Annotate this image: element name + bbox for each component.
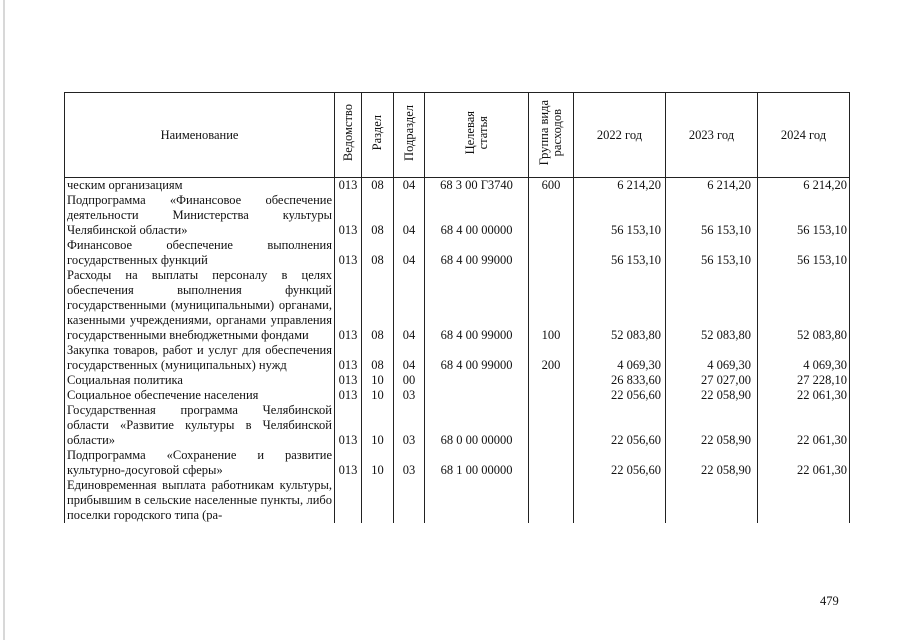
cell-expense-group — [529, 388, 574, 403]
cell-name: Закупка товаров, работ и услуг для обеспечения государственных (муниципальных) нужд — [65, 343, 335, 373]
cell-amount-2022: 6 214,20 — [574, 178, 666, 194]
cell-subsection — [394, 478, 425, 523]
header-target-item-text — [464, 111, 490, 154]
cell-name: Социальное обеспечение населения — [65, 388, 335, 403]
cell-department: 013 — [335, 343, 362, 373]
cell-expense-group — [529, 448, 574, 478]
cell-target-item: 68 1 00 00000 — [425, 448, 529, 478]
cell-subsection: 04 — [394, 238, 425, 268]
table-row — [65, 448, 850, 478]
header-target-item-line1: Целевая — [462, 111, 477, 155]
cell-amount-2024: 4 069,30 — [758, 343, 850, 373]
header-target-item — [425, 93, 529, 178]
cell-amount-2023: 27 027,00 — [666, 373, 758, 388]
header-name-text: Наименование — [160, 127, 239, 142]
cell-target-item: 68 4 00 00000 — [425, 193, 529, 238]
cell-name: Подпрограмма «Финансовое обеспечение деятельности Министерства культуры Челябинской области» — [65, 193, 335, 238]
cell-amount-2024: 27 228,10 — [758, 373, 850, 388]
header-department-text: Ведомство — [340, 104, 355, 162]
header-year-2023 — [666, 93, 758, 178]
cell-section: 10 — [362, 403, 394, 448]
cell-amount-2023: 22 058,90 — [666, 448, 758, 478]
cell-amount-2023: 22 058,90 — [666, 403, 758, 448]
cell-amount-2023: 22 058,90 — [666, 388, 758, 403]
header-year-2022-text: 2022 год — [596, 127, 643, 142]
header-expense-group — [529, 93, 574, 178]
cell-target-item — [425, 478, 529, 523]
cell-department: 013 — [335, 373, 362, 388]
page-number: 479 — [820, 594, 839, 608]
cell-department: 013 — [335, 238, 362, 268]
cell-expense-group — [529, 373, 574, 388]
table-row — [65, 238, 850, 268]
header-year-2022 — [574, 93, 666, 178]
header-year-2024-text: 2024 год — [780, 127, 827, 142]
header-expense-group-line1: Группа вида — [537, 100, 551, 166]
cell-target-item: 68 4 00 99000 — [425, 343, 529, 373]
cell-amount-2022: 26 833,60 — [574, 373, 666, 388]
header-target-item-line2: статья — [475, 116, 490, 150]
cell-name: Государственная программа Челябинской области «Развитие культуры в Челябинской области» — [65, 403, 335, 448]
table-row — [65, 373, 850, 388]
cell-section: 10 — [362, 373, 394, 388]
cell-name: Социальная политика — [65, 373, 335, 388]
cell-amount-2023 — [666, 478, 758, 523]
cell-name: Расходы на выплаты персоналу в целях обеспечения выполнения функций государственными (муниципальными) органами, казенными учреждениями, органами управления государственными внебюджетными фондами — [65, 268, 335, 343]
cell-section: 10 — [362, 448, 394, 478]
cell-subsection: 04 — [394, 178, 425, 194]
cell-department — [335, 478, 362, 523]
cell-subsection: 03 — [394, 403, 425, 448]
budget-table — [64, 92, 850, 523]
cell-amount-2023: 52 083,80 — [666, 268, 758, 343]
cell-expense-group — [529, 193, 574, 238]
header-subsection-text: Подраздел — [401, 105, 416, 161]
cell-subsection: 04 — [394, 193, 425, 238]
table-row — [65, 478, 850, 523]
cell-amount-2024: 52 083,80 — [758, 268, 850, 343]
cell-name: ческим организациям — [65, 178, 335, 194]
cell-amount-2024: 6 214,20 — [758, 178, 850, 194]
cell-target-item: 68 4 00 99000 — [425, 268, 529, 343]
cell-amount-2024: 22 061,30 — [758, 388, 850, 403]
cell-name: Финансовое обеспечение выполнения государственных функций — [65, 238, 335, 268]
cell-department: 013 — [335, 268, 362, 343]
header-expense-group-text — [538, 100, 564, 165]
cell-amount-2023: 6 214,20 — [666, 178, 758, 194]
cell-amount-2024: 22 061,30 — [758, 448, 850, 478]
cell-amount-2023: 56 153,10 — [666, 193, 758, 238]
cell-subsection: 03 — [394, 388, 425, 403]
cell-amount-2023: 56 153,10 — [666, 238, 758, 268]
cell-section: 08 — [362, 193, 394, 238]
cell-section: 08 — [362, 178, 394, 194]
cell-amount-2024: 56 153,10 — [758, 193, 850, 238]
cell-subsection: 00 — [394, 373, 425, 388]
header-department — [335, 93, 362, 178]
header-name — [65, 93, 335, 178]
cell-department: 013 — [335, 388, 362, 403]
header-year-2024 — [758, 93, 850, 178]
table-row — [65, 343, 850, 373]
cell-amount-2022: 22 056,60 — [574, 403, 666, 448]
cell-expense-group: 600 — [529, 178, 574, 194]
header-section — [362, 93, 394, 178]
table-row — [65, 268, 850, 343]
cell-section: 08 — [362, 238, 394, 268]
cell-target-item — [425, 373, 529, 388]
cell-department: 013 — [335, 448, 362, 478]
cell-subsection: 03 — [394, 448, 425, 478]
table-row — [65, 388, 850, 403]
cell-amount-2022 — [574, 478, 666, 523]
cell-amount-2024: 56 153,10 — [758, 238, 850, 268]
table-header-row — [65, 93, 850, 178]
cell-department: 013 — [335, 193, 362, 238]
cell-department: 013 — [335, 178, 362, 194]
cell-amount-2022: 22 056,60 — [574, 448, 666, 478]
cell-amount-2024 — [758, 478, 850, 523]
cell-section: 08 — [362, 268, 394, 343]
page-left-edge — [3, 0, 5, 640]
cell-target-item — [425, 388, 529, 403]
table-body — [65, 178, 850, 524]
cell-name: Единовременная выплата работникам культуры, прибывшим в сельские населенные пункты, либо поселки городского типа (ра- — [65, 478, 335, 523]
cell-expense-group — [529, 478, 574, 523]
cell-target-item: 68 3 00 Г3740 — [425, 178, 529, 194]
cell-amount-2022: 22 056,60 — [574, 388, 666, 403]
cell-expense-group — [529, 238, 574, 268]
cell-target-item: 68 4 00 99000 — [425, 238, 529, 268]
table-row — [65, 193, 850, 238]
cell-amount-2023: 4 069,30 — [666, 343, 758, 373]
cell-section: 08 — [362, 343, 394, 373]
cell-department: 013 — [335, 403, 362, 448]
table-row — [65, 403, 850, 448]
cell-amount-2022: 56 153,10 — [574, 238, 666, 268]
cell-amount-2022: 4 069,30 — [574, 343, 666, 373]
header-year-2023-text: 2023 год — [688, 127, 735, 142]
cell-expense-group — [529, 403, 574, 448]
cell-expense-group: 200 — [529, 343, 574, 373]
cell-expense-group: 100 — [529, 268, 574, 343]
cell-subsection: 04 — [394, 268, 425, 343]
header-section-text: Раздел — [370, 115, 384, 151]
table-row — [65, 178, 850, 194]
header-expense-group-line2: расходов — [550, 109, 564, 157]
cell-amount-2022: 56 153,10 — [574, 193, 666, 238]
cell-subsection: 04 — [394, 343, 425, 373]
cell-amount-2022: 52 083,80 — [574, 268, 666, 343]
cell-section — [362, 478, 394, 523]
cell-section: 10 — [362, 388, 394, 403]
cell-amount-2024: 22 061,30 — [758, 403, 850, 448]
cell-target-item: 68 0 00 00000 — [425, 403, 529, 448]
cell-name: Подпрограмма «Сохранение и развитие культурно-досуговой сферы» — [65, 448, 335, 478]
header-subsection — [394, 93, 425, 178]
